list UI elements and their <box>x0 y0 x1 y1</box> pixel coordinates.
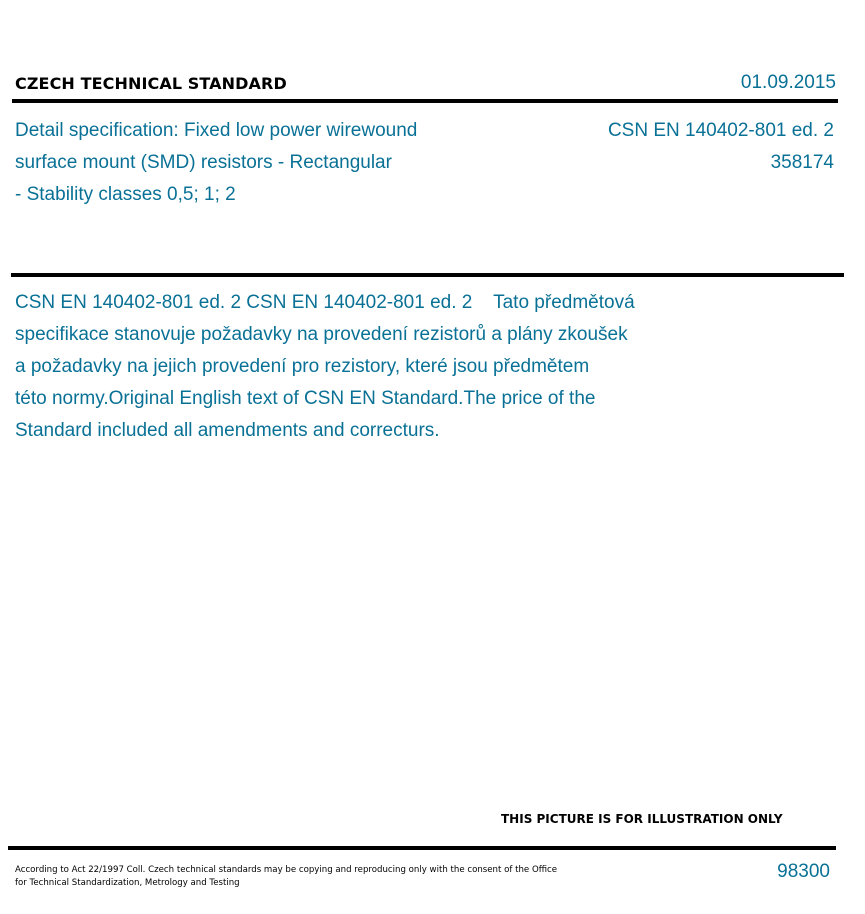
middle-divider <box>11 273 844 277</box>
top-divider <box>12 99 838 103</box>
standard-description <box>15 287 735 447</box>
document-type-label: CZECH TECHNICAL STANDARD <box>15 74 287 93</box>
standard-code: CSN EN 140402-801 ed. 2 <box>607 120 834 141</box>
description-line: CSN EN 140402-801 ed. 2 CSN EN 140402-801 ed. 2 Tato předmětová <box>15 292 635 313</box>
standard-title-line: surface mount (SMD) resistors - Rectangular <box>15 152 392 173</box>
legal-notice-line: According to Act 22/1997 Coll. Czech technical standards may be copying and reproducing only with the consent of the Office <box>15 865 558 875</box>
standard-identifiers <box>608 115 834 179</box>
catalog-number: 358174 <box>770 152 834 173</box>
bottom-divider <box>8 846 836 850</box>
standard-title-line: - Stability classes 0,5; 1; 2 <box>15 184 236 205</box>
legal-notice <box>15 864 595 890</box>
description-line: Standard included all amendments and correcturs. <box>15 420 440 441</box>
description-line: této normy.Original English text of CSN EN Standard.The price of the <box>15 388 596 409</box>
illustration-disclaimer: THIS PICTURE IS FOR ILLUSTRATION ONLY <box>501 812 783 826</box>
publication-date: 01.09.2015 <box>740 72 836 93</box>
standard-title-line: Detail specification: Fixed low power wirewound <box>15 120 418 141</box>
description-line: specifikace stanovuje požadavky na provedení rezistorů a plány zkoušek <box>15 324 628 345</box>
price-group-number: 98300 <box>777 861 830 882</box>
legal-notice-line: for Technical Standardization, Metrology and Testing <box>15 878 240 888</box>
standard-title <box>15 115 485 211</box>
description-line: a požadavky na jejich provedení pro rezistory, které jsou předmětem <box>15 356 590 377</box>
